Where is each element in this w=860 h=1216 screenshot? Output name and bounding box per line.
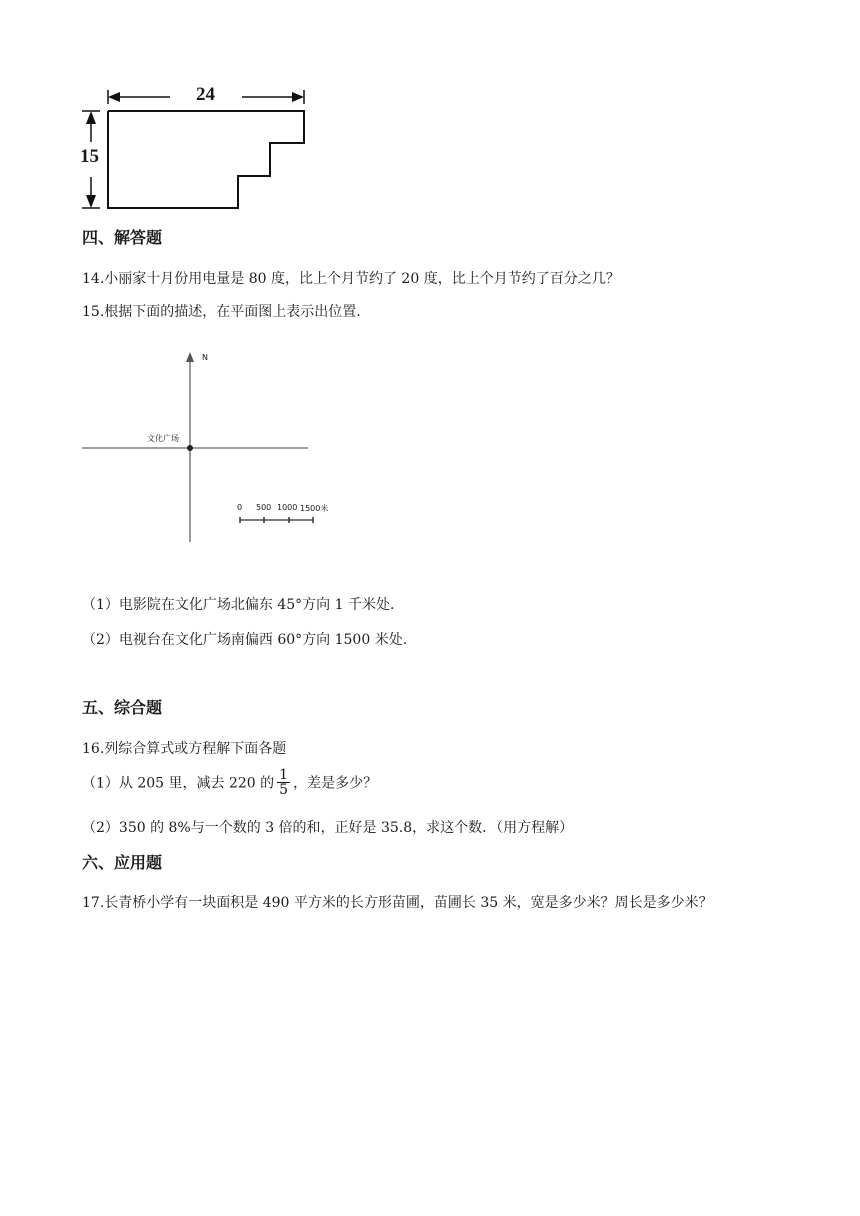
question-15-part-2: （2）电视台在文化广场南偏西 60°方向 1500 米处. — [82, 632, 408, 648]
fraction-numerator: 1 — [279, 767, 289, 783]
section5-title: 五、综合题 — [82, 698, 163, 717]
width-label: 24 — [196, 84, 215, 105]
scale-tick-1000: 1000 — [277, 503, 298, 512]
question-14: 14.小丽家十月份用电量是 80 度，比上个月节约了 20 度，比上个月节约了百分之几？ — [82, 271, 620, 287]
question-16-part-1 — [82, 768, 377, 797]
question-17: 17.长青桥小学有一块面积是 490 平方米的长方形苗圃，苗圃长 35 米，宽是多少米？周长是多少米？ — [82, 895, 713, 911]
fraction-denominator: 5 — [279, 782, 289, 798]
north-label: N — [202, 353, 208, 362]
section4-title: 四、解答题 — [82, 228, 163, 247]
stepped-shape-figure — [0, 0, 860, 220]
scale-tick-500: 500 — [256, 503, 272, 512]
scale-tick-0: 0 — [237, 503, 243, 512]
q16-1-text-before: （1）从 205 里，减去 220 的 — [82, 775, 275, 792]
height-label: 15 — [80, 146, 99, 167]
scale-tick-1500: 1500米 — [300, 504, 329, 513]
question-16-part-2: （2）350 的 8%与一个数的 3 倍的和，正好是 35.8，求这个数．（用方程解） — [82, 820, 574, 836]
question-15-part-1: （1）电影院在文化广场北偏东 45°方向 1 千米处. — [82, 597, 395, 613]
fraction-one-fifth — [277, 768, 290, 797]
q16-1-text-after: ，差是多少？ — [293, 775, 378, 792]
position-map — [0, 340, 860, 550]
map-center-label: 文化广场 — [147, 434, 179, 443]
section6-title: 六、应用题 — [82, 853, 163, 872]
question-15: 15.根据下面的描述，在平面图上表示出位置. — [82, 304, 361, 320]
question-16: 16.列综合算式或方程解下面各题 — [82, 741, 287, 757]
